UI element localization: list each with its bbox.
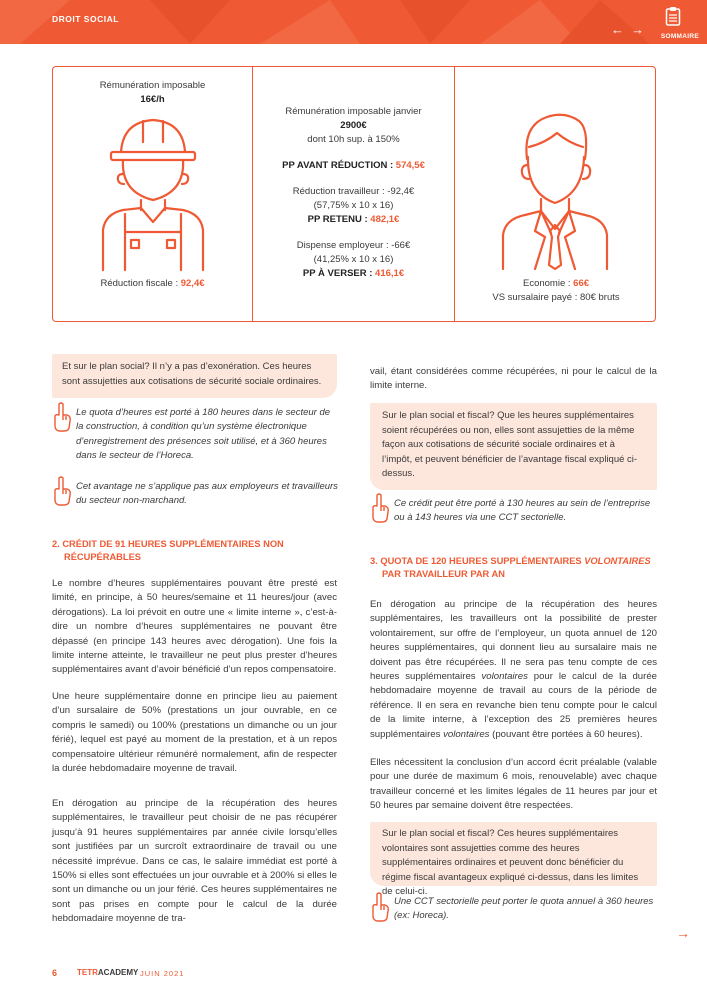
section-label: DROIT SOCIAL (52, 14, 119, 24)
sommaire-link[interactable]: SOMMAIRE (660, 33, 699, 40)
pp-avant-label: PP AVANT RÉDUCTION : (282, 160, 396, 171)
paragraph: Le nombre d’heures supplémentaires pouvant être presté est limité, en principe, à 50 heures/semaine et 11 heures/jour (avec dérogations). La loi prévoit en outre une « limite interne », c’est-à-dire un nombre d’heures supplémentaires ne pouvant être dépassé (en principe 143 heures avec dérogation). Une fois la limite interne atteinte, le travailleur ne peut plus prester d’heures supplémentaires avant d’avoir bénéficié d’un repos compensatoire. (52, 578, 337, 676)
pp-retenu-label: PP RETENU : (307, 214, 371, 225)
heading-line (370, 555, 660, 568)
heading-line: RÉCUPÉRABLES (64, 552, 141, 562)
pp-verser-line (253, 267, 454, 281)
paragraph: Elles nécessitent la conclusion d’un accord écrit préalable (valable pour une durée de maximum 6 mois, renouvelable) avec chaque travailleur concerné et les limites légales de 11 heures par jour et 50 heures par semaine doivent être respectées. (370, 757, 657, 812)
note-non-marchand: Cet avantage ne s’applique pas aux employeurs et travailleurs du secteur non-marchand. (76, 481, 338, 507)
heading-line: PAR TRAVAILLEUR PAR AN (382, 569, 505, 579)
pay-label: Rémunération imposable (99, 80, 206, 91)
heading-section-2 (52, 538, 337, 564)
note-credit: Ce crédit peut être porté à 130 heures au sein de l’entreprise ou à 143 heures via une CCT sectorielle. (394, 498, 651, 524)
note-quota: Le quota d’heures est porté à 180 heures dans le secteur de la construction, à condition qu’un système électronique d’enregistrement des présences soit utilisé, et à 360 heures dans le secteur de l’Horeca. (76, 407, 331, 461)
header-bar (0, 0, 707, 44)
reduction-value: 92,4€ (180, 278, 205, 289)
note-cct: Une CCT sectorielle peut porter le quota annuel à 360 heures (ex: Horeca). (394, 896, 654, 922)
calc-line: Réduction travailleur : -92,4€ (292, 186, 415, 197)
pp-verser-label: PP À VERSER : (302, 268, 376, 279)
economy-block (455, 277, 657, 305)
pp-avant-line (253, 159, 454, 173)
economy-label: Economie : (522, 278, 574, 289)
calc-line: dont 10h sup. à 150% (307, 134, 400, 145)
pay-value: 16€/h (140, 94, 165, 105)
paragraph: Une heure supplémentaire donne en principe lieu au paiement d’un sursalaire de 50% (prestations un jour ouvrable, en ce compris le samedi) ou 100% (prestations un dimanche ou un jour férié), lequel est payé au moment de la prestation, et à un repos compensatoire ultérieur rémunéré normalement, afin de respecter la durée hebdomadaire moyenne de travail. (52, 691, 337, 775)
heading-line: 2. CRÉDIT DE 91 HEURES SUPPLÉMENTAIRES NON (52, 539, 284, 549)
pointing-hand-icon (370, 493, 390, 523)
worker-icon (93, 112, 213, 272)
pp-retenu-value: 482,1€ (370, 214, 400, 225)
reduction-label: Réduction fiscale : (100, 278, 181, 289)
fiscal-reduction-line (53, 277, 252, 291)
footer-logo (77, 968, 138, 977)
paragraph-text: pour le calcul de la durée hebdomadaire moyenne de travail au cours de la période de référence. Il en sera en revanche bien tenu compte pour le calcul de la limite interne, à l’exception des 25 premières heures supplémentaires (370, 671, 657, 740)
footer-date: JUIN 2021 (140, 969, 185, 978)
arrow-right-icon[interactable]: → (631, 22, 644, 37)
logo-part: ACADEMY (97, 968, 139, 977)
economy-line (455, 277, 657, 291)
heading-section-3 (370, 555, 660, 581)
page-number: 6 (52, 968, 58, 978)
heading-emphasis: VOLONTAIRES (584, 556, 651, 566)
paragraph-text: (pouvant être portées à 60 heures). (489, 728, 643, 740)
employer-icon (495, 107, 615, 271)
calc-line: Dispense employeur : -66€ (296, 240, 411, 251)
logo-part: TETR (77, 968, 98, 977)
paragraph (370, 598, 657, 742)
next-page-arrow-icon[interactable]: → (676, 925, 690, 941)
pointing-hand-icon (370, 892, 390, 922)
callout-social-fiscal: Sur le plan social et fiscal? Que les heures supplémentaires soient récupérées ou non, elles sont assujetties de la même façon aux cotisations de sécurité sociale ordinaires et à l’impôt, et peuvent bénéficier de l’avantage fiscal expliqué ci-dessus. (370, 403, 657, 490)
callout-volontaires: Sur le plan social et fiscal? Ces heures supplémentaires volontaires sont assujetties comme des heures supplémentaires ordinaires et peuvent donc bénéficier du régime fiscal avantageux expliqué ci-dessus, dans les limites de celui-ci. (370, 822, 657, 886)
page-nav (609, 6, 699, 40)
calc-line: Rémunération imposable janvier (285, 106, 422, 117)
paragraph-text: En dérogation au principe de la récupération des heures supplémentaires, les travailleurs ont la possibilité de prester volontairement, sur offre de l’employeur, un quota annuel de 120 heures supplémentaires, qui donnent lieu au sursalaire mais ne doivent pas être récupérées. Il ne sera pas tenu compte de ces heures supplémentaires (370, 599, 657, 683)
pp-avant-value: 574,5€ (395, 160, 425, 171)
calc-line: (41,25% x 10 x 16) (313, 254, 394, 265)
middle-calc-block (253, 105, 454, 281)
sursalaire-line: VS sursalaire payé : 80€ bruts (492, 292, 620, 303)
pointing-hand-icon (52, 402, 72, 432)
calc-line: 2900€ (340, 120, 367, 131)
example-box (52, 66, 656, 322)
callout-social: Et sur le plan social? Il n’y a pas d’exonération. Ces heures sont assujetties aux cotisations de sécurité sociale ordinaires. (52, 354, 337, 398)
paragraph-emphasis: volontaires (481, 671, 528, 683)
economy-value: 66€ (573, 278, 590, 289)
pp-verser-value: 416,1€ (375, 268, 405, 279)
pp-retenu-line (253, 213, 454, 227)
left-pay-block (53, 79, 252, 107)
arrow-left-icon[interactable]: ← (611, 22, 624, 37)
paragraph: En dérogation au principe de la récupération des heures supplémentaires, le travailleur peut choisir de ne pas récupérer jusqu’à 91 heures supplémentaires par année civile lorsqu’elles sont justifiées par un surcroît extraordinaire de travail ou une nécessité imprévue. Dans ce cas, le salaire immédiat est porté à 150% si elles sont effectuées un jour ouvrable et à 200% si elles le sont un dimanche ou un jour férié. Ces heures supplémentaires ne sont pas prises en compte pour le calcul de la durée hebdomadaire moyenne de tra- (52, 798, 337, 925)
heading-text: 3. QUOTA DE 120 HEURES SUPPLÉMENTAIRES (370, 556, 585, 566)
clipboard-icon[interactable] (665, 6, 681, 26)
pointing-hand-icon (52, 476, 72, 506)
calc-line: (57,75% x 10 x 16) (313, 200, 394, 211)
paragraph-emphasis: volontaires (443, 728, 490, 740)
paragraph: vail, étant considérées comme récupérées, ni pour le calcul de la limite interne. (370, 366, 657, 392)
